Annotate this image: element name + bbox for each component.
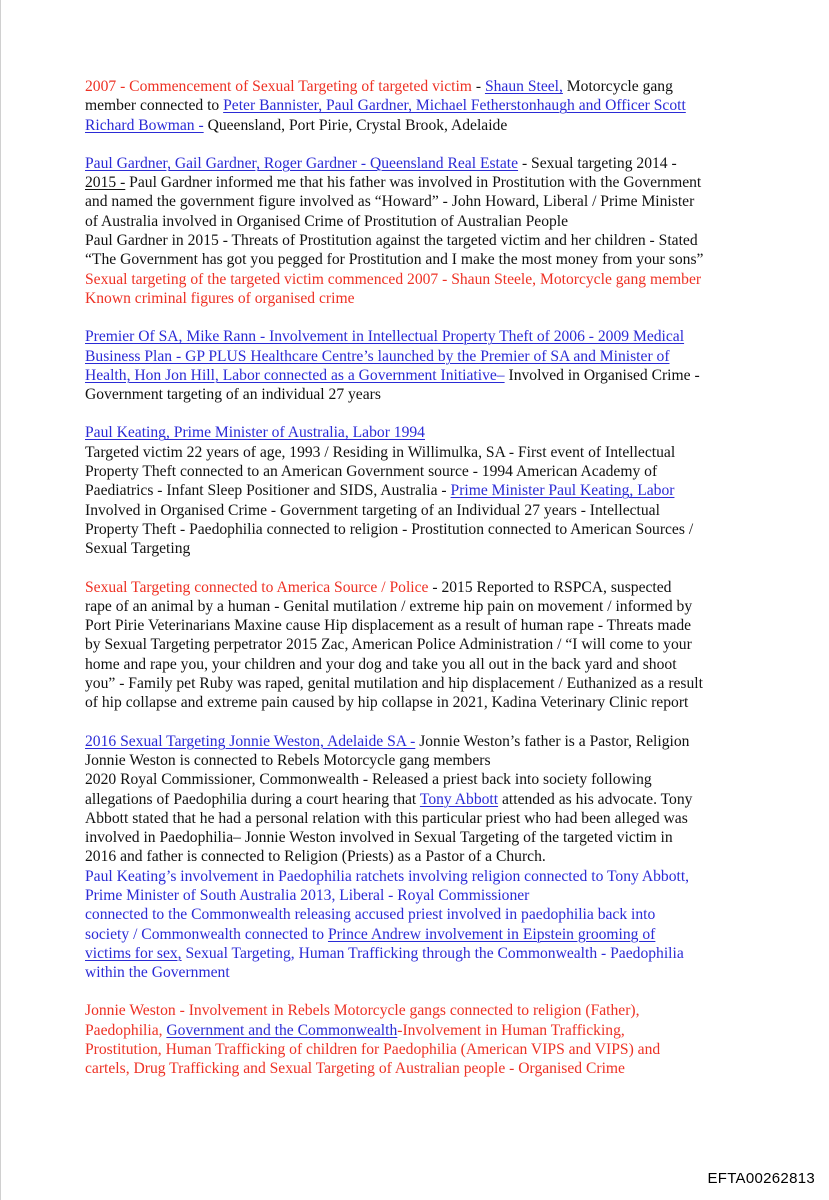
text-run: Jonnie Weston - Involvement in Rebels Motorcycle gangs connected to religion (Father),	[85, 1002, 640, 1020]
text-run: Paul Gardner informed me that his father was involved in Prostitution with the Government	[125, 174, 702, 192]
text-run: Abbott stated that he had a personal relation with this particular priest who had been alleged was	[85, 809, 688, 827]
text-line	[85, 1021, 765, 1040]
text-line	[85, 578, 765, 597]
text-line	[85, 905, 765, 924]
text-run: Paediatrics - Infant Sleep Positioner and SIDS, Australia -	[85, 482, 451, 500]
text-line	[85, 751, 765, 770]
text-run: involved in Paedophilia– Jonnie Weston involved in Sexual Targeting of the targeted victim in	[85, 829, 673, 847]
text-line	[85, 423, 765, 442]
hyperlink-text[interactable]: Prime Minister Paul Keating, Labor	[450, 482, 675, 500]
text-line	[85, 1001, 765, 1020]
text-line	[85, 443, 765, 462]
text-run: Targeted victim 22 years of age, 1993 / Residing in Willimulka, SA - First event of Intellectual	[85, 443, 676, 461]
text-run: cartels, Drug Trafficking and Sexual Targeting of Australian people - Organised Crime	[85, 1060, 625, 1078]
text-line	[85, 231, 765, 250]
hyperlink-text[interactable]: Health, Hon Jon Hill, Labor connected as a Government Initiative–	[85, 366, 505, 384]
text-run: Involved in Organised Crime - Government targeting of an Individual 27 years - Intellectual	[85, 501, 660, 519]
hyperlink-text[interactable]: Paul Gardner, Gail Gardner, Roger Gardner - Queensland Real Estate	[85, 154, 519, 172]
text-line	[85, 173, 765, 192]
text-run: you” - Family pet Ruby was raped, genital mutilation and hip displacement / Euthanized as a result	[85, 675, 703, 693]
text-line	[85, 790, 765, 809]
text-run: attended as his advocate. Tony	[498, 790, 693, 808]
text-run: Jonnie Weston is connected to Rebels Motorcycle gang members	[85, 751, 491, 769]
hyperlink-text[interactable]: Business Plan - GP PLUS Healthcare Centre’s launched by the Premier of SA and Minister of	[85, 347, 670, 365]
text-run: by Sexual Targeting perpetrator 2015 Zac, American Police Administration / “I will come to your	[85, 636, 692, 654]
text-run: 2016 and father is connected to Religion (Priests) as a Pastor of a Church.	[85, 848, 546, 866]
paragraph-3	[85, 327, 765, 404]
text-run: society / Commonwealth connected to	[85, 925, 328, 943]
text-line	[85, 828, 765, 847]
text-line	[85, 270, 765, 289]
text-line	[85, 539, 765, 558]
text-line	[85, 250, 765, 269]
text-line	[85, 809, 765, 828]
hyperlink-text[interactable]: Government and the Commonwealth	[166, 1021, 398, 1039]
text-line	[85, 655, 765, 674]
text-line	[85, 1059, 765, 1078]
text-line	[85, 327, 765, 346]
text-run: of hip collapse and extreme pain caused by hip collapse in 2021, Kadina Veterinary Clinic report	[85, 694, 689, 712]
paragraph-4	[85, 423, 765, 558]
text-line	[85, 520, 765, 539]
text-run: Motorcycle gang	[562, 78, 673, 95]
text-line	[85, 96, 765, 115]
text-run: Paul Keating’s involvement in Paedophilia ratchets involving religion connected to Tony Abbott,	[85, 867, 690, 885]
document-id-stamp: EFTA00262813	[707, 1170, 815, 1187]
text-run: -Involvement in Human Trafficking,	[397, 1021, 625, 1039]
text-line	[85, 501, 765, 520]
text-run: member connected to	[85, 97, 224, 115]
text-run: within the Government	[85, 964, 230, 982]
text-run: allegations of Paedophilia during a court hearing that	[85, 790, 420, 808]
text-line	[85, 635, 765, 654]
text-line	[85, 770, 765, 789]
text-line	[85, 366, 765, 385]
text-run: Known criminal figures of organised crime	[85, 289, 355, 307]
text-run: “The Government has got you pegged for Prostitution and I make the most money from your sons”	[85, 251, 704, 269]
text-line	[85, 847, 765, 866]
text-run: Sexual Targeting connected to America Source / Police	[85, 578, 429, 596]
text-line	[85, 154, 765, 173]
text-line	[85, 597, 765, 616]
text-run: Paedophilia,	[85, 1021, 167, 1039]
text-run: -	[471, 78, 485, 95]
hyperlink-text[interactable]: Shaun Steel,	[484, 78, 563, 95]
text-run: connected to the Commonwealth releasing accused priest involved in paedophilia back into	[85, 906, 656, 924]
text-line	[85, 693, 765, 712]
text-run: Sexual targeting of the targeted victim commenced 2007 - Shaun Steele, Motorcycle gang member	[85, 270, 702, 288]
text-line	[85, 212, 765, 231]
paragraph-5	[85, 578, 765, 713]
text-line	[85, 116, 765, 135]
text-line	[85, 289, 765, 308]
text-run: - Sexual targeting 2014 -	[518, 154, 677, 172]
text-run: Paul Gardner in 2015 - Threats of Prostitution against the targeted victim and her children - Stated	[85, 232, 698, 250]
text-run: Port Pirie Veterinarians Maxine cause Hip displacement as a result of human rape - Threats made	[85, 617, 692, 635]
hyperlink-text[interactable]: Peter Bannister, Paul Gardner, Michael Fetherstonhaugh and Officer Scott	[223, 97, 686, 115]
text-run: Prostitution, Human Trafficking of children for Paedophilia (American VIPS and VIPS) and	[85, 1041, 661, 1059]
text-run: rape of an animal by a human - Genital mutilation / extreme hip pain on movement / informed by	[85, 597, 693, 615]
paragraph-7	[85, 1001, 765, 1078]
text-run: - 2015 Reported to RSPCA, suspected	[428, 578, 672, 596]
hyperlink-text[interactable]: Prince Andrew involvement in Eipstein grooming of	[327, 925, 656, 943]
text-line	[85, 944, 765, 963]
text-line	[85, 732, 765, 751]
text-run: Sexual Targeting, Human Trafficking through the Commonwealth - Paedophilia	[181, 944, 684, 962]
text-run: of Australia involved in Organised Crime of Prostitution of Australian People	[85, 212, 569, 230]
text-run: 2020 Royal Commissioner, Commonwealth - Released a priest back into society following	[85, 771, 652, 789]
document-body	[85, 77, 765, 1098]
text-line	[85, 481, 765, 500]
text-line	[85, 963, 765, 982]
text-line	[85, 925, 765, 944]
text-run: home and rape you, your children and your dog and take you all out in the back yard and shoot	[85, 655, 677, 673]
hyperlink-text[interactable]: Premier Of SA, Mike Rann - Involvement in Intellectual Property Theft of 2006 - 2009 Medical	[85, 328, 685, 346]
text-line	[85, 616, 765, 635]
text-run: Government targeting of an individual 27 years	[85, 386, 381, 404]
text-run: Sexual Targeting	[85, 540, 191, 558]
paragraph-1	[85, 77, 765, 135]
hyperlink-text[interactable]: victims for sex,	[85, 944, 182, 962]
text-run: Property Theft - Paedophilia connected to religion - Prostitution connected to American Sources /	[85, 520, 694, 538]
text-line	[85, 385, 765, 404]
text-line	[85, 867, 765, 886]
hyperlink-text[interactable]: 2015 -	[85, 174, 126, 192]
paragraph-6	[85, 732, 765, 983]
text-line	[85, 674, 765, 693]
hyperlink-text[interactable]: Paul Keating, Prime Minister of Australia, Labor 1994	[85, 424, 425, 442]
text-run: Queensland, Port Pirie, Crystal Brook, Adelaide	[203, 116, 508, 134]
text-run: Prime Minister of South Australia 2013, Liberal - Royal Commissioner	[85, 886, 530, 904]
text-line	[85, 192, 765, 211]
hyperlink-text[interactable]: Tony Abbott	[419, 790, 499, 808]
text-line	[85, 886, 765, 905]
hyperlink-text[interactable]: Richard Bowman -	[85, 116, 204, 134]
hyperlink-text[interactable]: 2016 Sexual Targeting Jonnie Weston, Adelaide SA -	[85, 732, 416, 750]
text-line	[85, 462, 765, 481]
text-run: Property Theft connected to an American Government source - 1994 American Academy of	[85, 463, 658, 481]
text-run: Jonnie Weston’s father is a Pastor, Religion	[415, 732, 690, 750]
text-run: and named the government figure involved as “Howard” - John Howard, Liberal / Prime Minister	[85, 193, 695, 211]
paragraph-2	[85, 154, 765, 308]
text-line	[85, 77, 765, 96]
text-run: Involved in Organised Crime -	[504, 366, 700, 384]
text-run: 2007 - Commencement of Sexual Targeting of targeted victim	[85, 78, 472, 95]
text-line	[85, 347, 765, 366]
text-line	[85, 1040, 765, 1059]
